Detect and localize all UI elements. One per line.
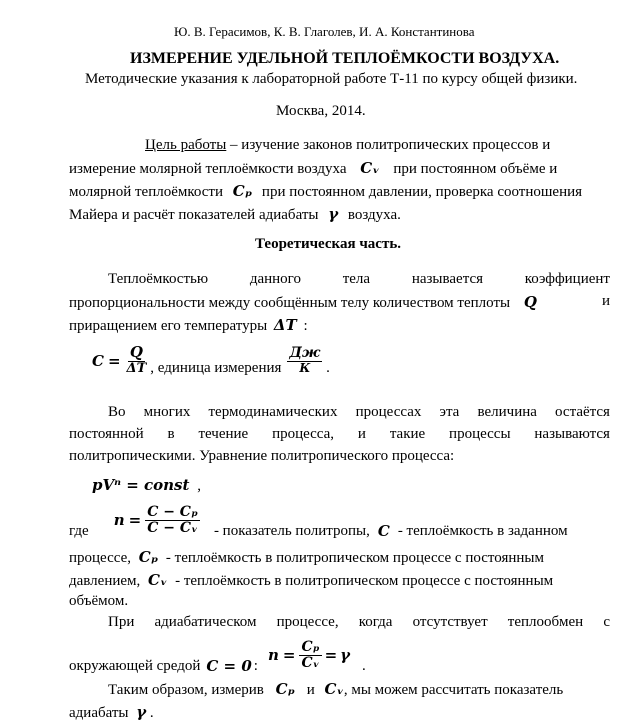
para2-word: Во bbox=[108, 404, 126, 420]
para3-text-2end: . bbox=[362, 657, 366, 674]
authors: Ю. В. Герасимов, К. В. Глаголев, И. А. Константинова bbox=[174, 24, 475, 39]
goal-line-2 bbox=[69, 159, 557, 178]
formula3-n: n bbox=[113, 511, 125, 529]
para2-word: и bbox=[357, 426, 366, 442]
para1-line-3 bbox=[69, 316, 308, 335]
para1-line-1 bbox=[108, 271, 610, 288]
where-line-3 bbox=[69, 571, 553, 590]
goal-text-4a: Майера и расчёт показателей адиабаты bbox=[69, 207, 319, 223]
para2-word: величина bbox=[477, 404, 537, 420]
where-text-3a: давлением, bbox=[69, 573, 141, 589]
formula-heat-capacity bbox=[92, 344, 330, 377]
para2-word: называются bbox=[534, 426, 610, 442]
goal-line-4 bbox=[69, 205, 401, 224]
para3-word: процессе, bbox=[276, 614, 339, 630]
goal-text-2a: измерение молярной теплоёмкости воздуха bbox=[69, 161, 347, 177]
para2-word: в bbox=[167, 426, 175, 442]
formula3-eq: = bbox=[128, 511, 142, 529]
goal-line-3 bbox=[69, 182, 582, 201]
formula4-den: Cᵥ bbox=[301, 654, 320, 671]
formula1-units-fraction bbox=[287, 346, 322, 374]
formula4-eq: = bbox=[282, 646, 296, 664]
para3-word: При bbox=[108, 614, 135, 630]
where-line-4: объёмом. bbox=[69, 593, 129, 609]
para4-text-1b: и bbox=[306, 682, 315, 698]
formula2-eq: pVⁿ = const bbox=[92, 476, 190, 494]
para4-symbol-gamma: γ bbox=[136, 703, 147, 721]
para2-word: течение bbox=[198, 426, 249, 442]
document-subtitle: Методические указания к лабораторной работе Т-11 по курсу общей физики. bbox=[85, 71, 578, 87]
where-symbol-cv: Cᵥ bbox=[148, 571, 168, 589]
para2-word: эта bbox=[439, 404, 460, 420]
para4-text-1a: Таким образом, измерив bbox=[108, 682, 264, 698]
formula-polytropic bbox=[92, 476, 201, 495]
para2-line-2 bbox=[69, 426, 610, 443]
where-text-3b: - теплоёмкость в политропическом процессе с постоянным bbox=[175, 573, 554, 589]
formula4-num: Cₚ bbox=[301, 638, 320, 655]
goal-text-1: – изучение законов политропических процессов и bbox=[226, 137, 551, 153]
para3-word: теплообмен bbox=[507, 614, 584, 630]
para3-line-2 bbox=[69, 635, 366, 675]
formula3-num: C − Cₚ bbox=[147, 503, 198, 520]
goal-line-1 bbox=[145, 137, 550, 154]
formula4-n: n bbox=[267, 646, 279, 664]
where-text-2a: процессе, bbox=[69, 550, 131, 566]
para4-text-2a: адиабаты bbox=[69, 705, 129, 721]
para3-word: адиабатическом bbox=[154, 614, 257, 630]
symbol-gamma: γ bbox=[328, 205, 339, 223]
where-symbol-cp: Cₚ bbox=[138, 548, 159, 566]
goal-text-3b: при постоянном давлении, проверка соотношения bbox=[261, 184, 583, 200]
para1-line-2-end: и bbox=[602, 293, 611, 309]
formula1-fraction bbox=[125, 345, 149, 375]
para2-word: процессах bbox=[355, 404, 422, 420]
para1-line-2 bbox=[69, 293, 547, 312]
para2-word: многих bbox=[143, 404, 191, 420]
formula1-units-num: Дж bbox=[289, 345, 321, 362]
para1-word: Теплоёмкостью bbox=[108, 271, 209, 287]
formula1-eq: = bbox=[107, 351, 121, 370]
para3-text-2b: : bbox=[253, 657, 258, 674]
formula3-fraction bbox=[145, 505, 200, 535]
para2-line-1 bbox=[108, 404, 610, 421]
symbol-cp: Cₚ bbox=[232, 182, 253, 200]
formula4-eq2: = bbox=[324, 646, 338, 664]
formula1-num: Q bbox=[129, 343, 143, 362]
where-dash-1: - показатель политропы, bbox=[213, 522, 370, 539]
where-dash-2: - теплоёмкость в заданном bbox=[397, 522, 568, 539]
para3-text-2a: окружающей средой bbox=[69, 657, 201, 674]
para3-c-zero: C = 0 bbox=[206, 657, 252, 675]
goal-text-3a: молярной теплоёмкости bbox=[69, 184, 223, 200]
formula1-units-text: , единица измерения bbox=[150, 360, 282, 376]
para1-text-2: пропорциональности между сообщённым телу количеством теплоты bbox=[69, 295, 511, 311]
para2-word: постоянной bbox=[69, 426, 144, 442]
section-title: Теоретическая часть. bbox=[255, 236, 402, 252]
formula1-den: ΔT bbox=[126, 361, 147, 377]
para1-word: данного bbox=[249, 271, 301, 287]
formula1-end: . bbox=[326, 360, 330, 376]
para2-word: такие bbox=[389, 426, 426, 442]
formula3-den: C − Cᵥ bbox=[147, 519, 198, 536]
where-line-1 bbox=[69, 500, 568, 540]
where-word: где bbox=[69, 522, 89, 539]
symbol-q: Q bbox=[523, 293, 537, 311]
para3-word: отсутствует bbox=[412, 614, 488, 630]
formula1-units-den: К bbox=[299, 361, 311, 376]
para4-symbol-cp: Cₚ bbox=[275, 680, 296, 698]
para4-line-1 bbox=[108, 680, 563, 699]
para4-line-2 bbox=[69, 703, 154, 722]
para4-symbol-cv: Cᵥ bbox=[324, 680, 344, 698]
document-title: ИЗМЕРЕНИЕ УДЕЛЬНОЙ ТЕПЛОЁМКОСТИ ВОЗДУХА. bbox=[130, 50, 560, 67]
city-year: Москва, 2014. bbox=[276, 103, 366, 119]
where-line-2 bbox=[69, 548, 544, 567]
para1-text-3: приращением его температуры bbox=[69, 318, 268, 334]
para4-text-2b: . bbox=[149, 705, 154, 721]
para1-text-3-end: : bbox=[303, 318, 308, 334]
formula1-c: C bbox=[92, 351, 104, 370]
goal-text-2b: при постоянном объёме и bbox=[393, 161, 558, 177]
where-text-2b: - теплоёмкость в политропическом процессе с постоянным bbox=[165, 550, 544, 566]
goal-text-4b: воздуха. bbox=[347, 207, 401, 223]
para2-word: процессы bbox=[449, 426, 511, 442]
goal-label: Цель работы bbox=[145, 137, 227, 153]
formula4-fraction bbox=[299, 640, 321, 670]
para1-word: называется bbox=[411, 271, 483, 287]
para2-line-3: политропическими. Уравнение политропического процесса: bbox=[69, 448, 455, 464]
para2-word: процесса, bbox=[272, 426, 335, 442]
para3-word: с bbox=[603, 614, 610, 630]
formula2-comma: , bbox=[197, 478, 201, 494]
where-symbol-c: C bbox=[377, 522, 390, 540]
formula4-gamma: γ bbox=[340, 646, 351, 664]
para3-word: когда bbox=[358, 614, 393, 630]
para1-word: тела bbox=[342, 271, 371, 287]
para3-line-1 bbox=[108, 614, 610, 631]
para4-text-1c: , мы можем рассчитать показатель bbox=[343, 682, 564, 698]
para2-word: термодинамических bbox=[208, 404, 338, 420]
para2-word: остаётся bbox=[555, 404, 610, 420]
para1-word: коэффициент bbox=[524, 271, 610, 287]
symbol-cv: Cᵥ bbox=[360, 159, 380, 177]
symbol-delta-t: ΔT bbox=[273, 316, 297, 334]
